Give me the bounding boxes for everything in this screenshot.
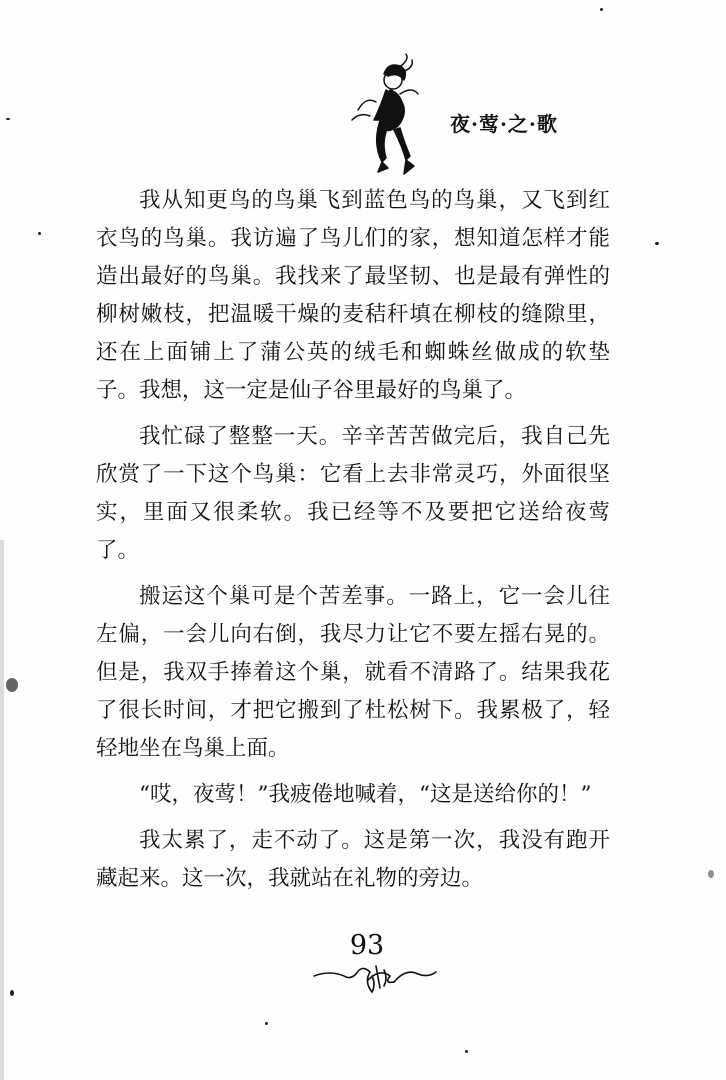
body-text (96, 182, 610, 906)
paragraph-3: 搬运这个巢可是个苦差事。一路上，它一会儿往左偏，一会儿向右倒，我尽力让它不要左摇右晃的。但是，我双手捧着这个巢，就看不清路了。结果我花了很长时间，才把它搬到了杜松树下。我累极了，轻轻地坐在鸟巢上面。 (96, 584, 610, 761)
running-title: 夜·莺·之·歌 (450, 112, 558, 136)
scan-speck (38, 232, 41, 235)
scan-speck (265, 1022, 268, 1025)
scan-speck (600, 8, 603, 11)
decorative-flourish-icon (310, 958, 440, 998)
scan-speck (655, 242, 659, 245)
scan-speck (708, 870, 714, 878)
paragraph-2: 我忙碌了整整一天。辛辛苦苦做完后，我自己先欣赏了一下这个鸟巢：它看上去非常灵巧，外面很坚实，里面又很柔软。我已经等不及要把它送给夜莺了。 (96, 424, 610, 563)
scan-speck (6, 118, 10, 120)
paragraph-4: “哎，夜莺！”我疲倦地喊着，“这是送给你的！” (139, 782, 592, 807)
scan-speck (6, 678, 18, 692)
paragraph-5: 我太累了，走不动了。这是第一次，我没有跑开藏起来。这一次，我就站在礼物的旁边。 (96, 828, 610, 891)
scan-speck (465, 1050, 468, 1053)
page-number: 93 (349, 930, 385, 961)
fairy-figure-illustration-icon (338, 50, 448, 180)
scan-speck (10, 990, 14, 996)
paragraph-1: 我从知更鸟的鸟巢飞到蓝色鸟的鸟巢，又飞到红衣鸟的鸟巢。我访遍了鸟儿们的家，想知道怎样才能造出最好的鸟巢。我找来了最坚韧、也是最有弹性的柳树嫩枝，把温暖干燥的麦秸秆填在柳枝的缝隙里，还在上面铺上了蒲公英的绒毛和蜘蛛丝做成的软垫子。我想，这一定是仙子谷里最好的鸟巢了。 (96, 188, 610, 403)
page-edge-shadow (0, 540, 4, 1080)
